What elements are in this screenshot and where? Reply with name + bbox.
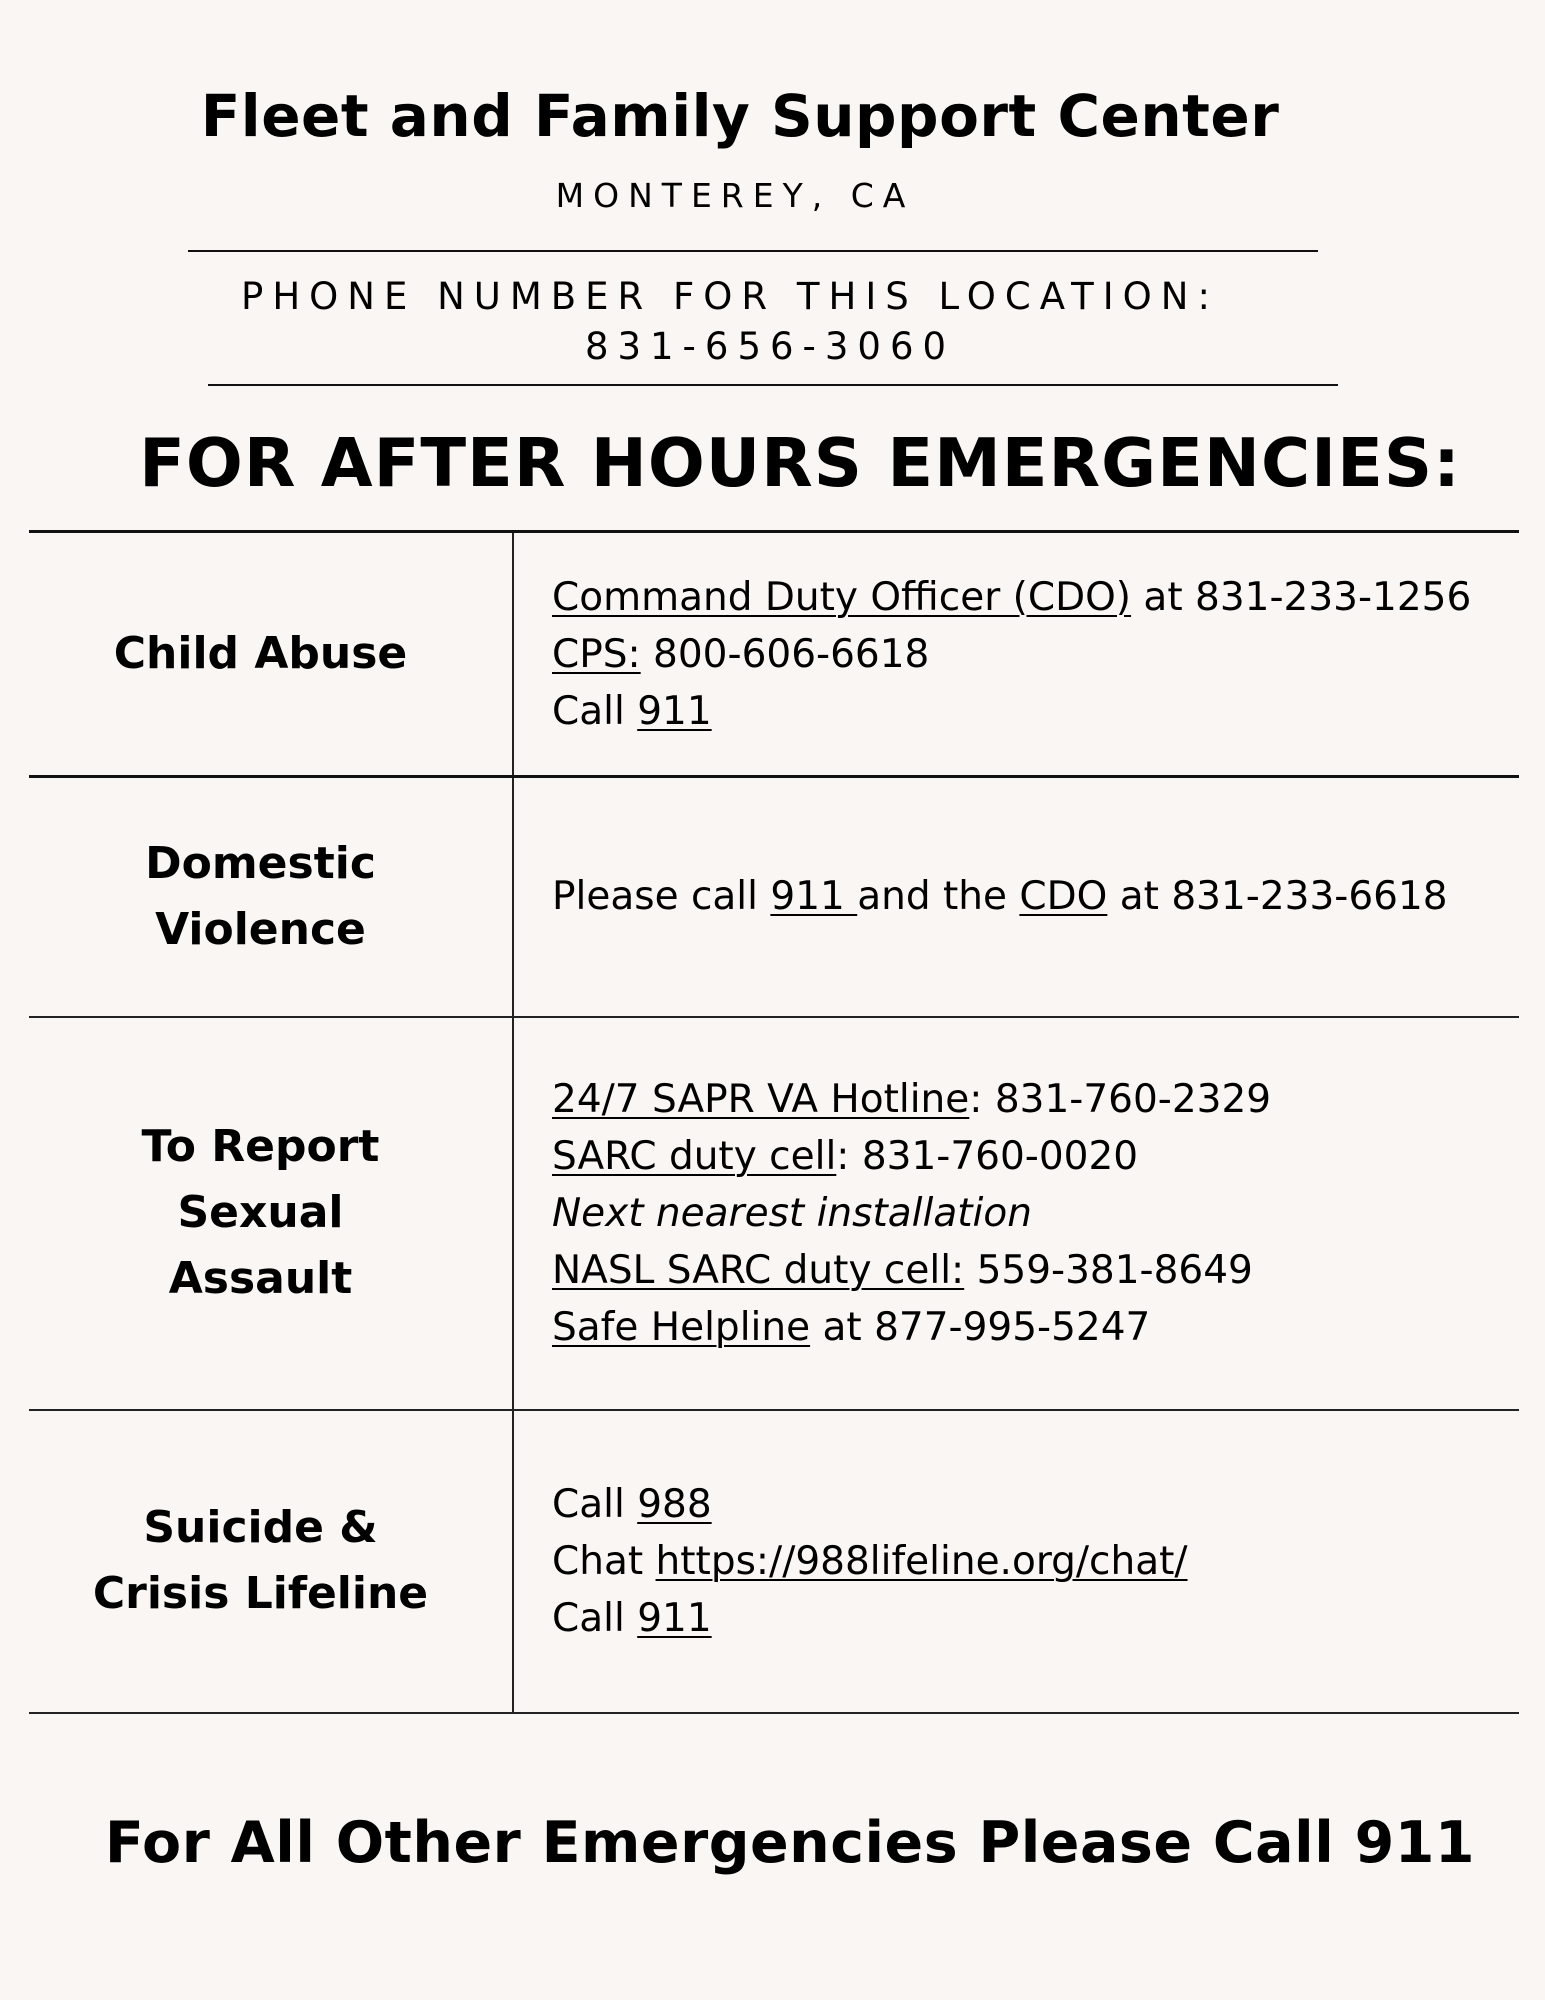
divider-top	[188, 250, 1318, 252]
contact-info-cell	[513, 532, 1519, 777]
divider-bottom	[208, 384, 1338, 386]
phone-number: 831-656-3060	[584, 325, 956, 368]
category-label: Violence	[155, 903, 366, 955]
category-label: Assault	[168, 1253, 353, 1304]
category-cell	[29, 1017, 513, 1410]
contact-text: : 831-760-2329	[969, 1076, 1272, 1122]
category-cell	[29, 777, 513, 1017]
contact-line	[552, 1476, 1518, 1533]
contact-text: 559-381-8649	[964, 1247, 1253, 1293]
category-cell	[29, 532, 513, 777]
contact-line	[552, 1242, 1518, 1299]
contact-text: at 831-233-1256	[1131, 574, 1472, 620]
category-label: Child Abuse	[113, 628, 408, 679]
category-cell	[29, 1410, 513, 1713]
contact-info-cell	[513, 777, 1519, 1017]
center-title: Fleet and Family Support Center	[200, 82, 1280, 150]
contact-line	[552, 569, 1518, 626]
contact-line	[552, 1590, 1518, 1647]
contact-link[interactable]: 24/7 SAPR VA Hotline	[552, 1076, 970, 1122]
contact-row	[29, 777, 1519, 1017]
contact-row	[29, 1410, 1519, 1713]
category-label: Sexual	[177, 1187, 344, 1238]
contact-info-cell	[513, 1410, 1519, 1713]
contact-link[interactable]: SARC duty cell	[552, 1133, 837, 1179]
contact-text: Next nearest installation	[552, 1190, 1032, 1236]
contact-row	[29, 1017, 1519, 1410]
contact-link[interactable]: CDO	[1019, 874, 1108, 920]
contact-link[interactable]: CPS:	[552, 631, 641, 677]
contact-link[interactable]: Command Duty Officer (CDO)	[552, 574, 1132, 620]
contact-text: at 831-233-6618	[1107, 874, 1448, 920]
contact-text: Please call	[552, 874, 771, 920]
contact-line	[552, 1128, 1518, 1185]
category-label: Suicide &	[143, 1502, 378, 1553]
contact-text: Call	[552, 1481, 638, 1527]
footer-note: For All Other Emergencies Please Call 911	[104, 1810, 1476, 1876]
contact-text: Chat	[552, 1538, 656, 1584]
location-subtitle: MONTEREY, CA	[555, 176, 915, 215]
contact-link[interactable]: 988	[637, 1481, 712, 1527]
contact-text: and the	[857, 874, 1020, 920]
contact-link[interactable]: 911	[637, 688, 712, 734]
contact-line	[552, 1071, 1518, 1128]
contact-line	[552, 1299, 1518, 1356]
contact-text: Call	[552, 1595, 638, 1641]
category-label: Crisis Lifeline	[92, 1568, 429, 1619]
category-label: To Report	[141, 1121, 380, 1172]
category-label: Domestic	[145, 837, 376, 889]
contact-text: 800-606-6618	[640, 631, 930, 677]
contact-line	[552, 1185, 1518, 1242]
contact-link[interactable]: 911	[770, 874, 858, 920]
contact-line	[552, 626, 1518, 683]
contact-link[interactable]: https://988lifeline.org/chat/	[655, 1538, 1188, 1584]
contact-link[interactable]: Safe Helpline	[552, 1304, 811, 1350]
contact-text: : 831-760-0020	[836, 1133, 1139, 1179]
contact-line	[552, 868, 1518, 925]
emergency-contacts-table	[29, 530, 1519, 1714]
contact-text: at 877-995-5247	[810, 1304, 1151, 1350]
contact-line	[552, 683, 1518, 740]
contact-info-cell	[513, 1017, 1519, 1410]
contact-link[interactable]: 911	[637, 1595, 712, 1641]
contact-link[interactable]: NASL SARC duty cell:	[552, 1247, 965, 1293]
contact-row	[29, 532, 1519, 777]
contact-line	[552, 1533, 1518, 1590]
phone-label: PHONE NUMBER FOR THIS LOCATION:	[241, 275, 1219, 318]
contact-text: Call	[552, 688, 638, 734]
emergencies-heading: FOR AFTER HOURS EMERGENCIES:	[139, 424, 1461, 502]
